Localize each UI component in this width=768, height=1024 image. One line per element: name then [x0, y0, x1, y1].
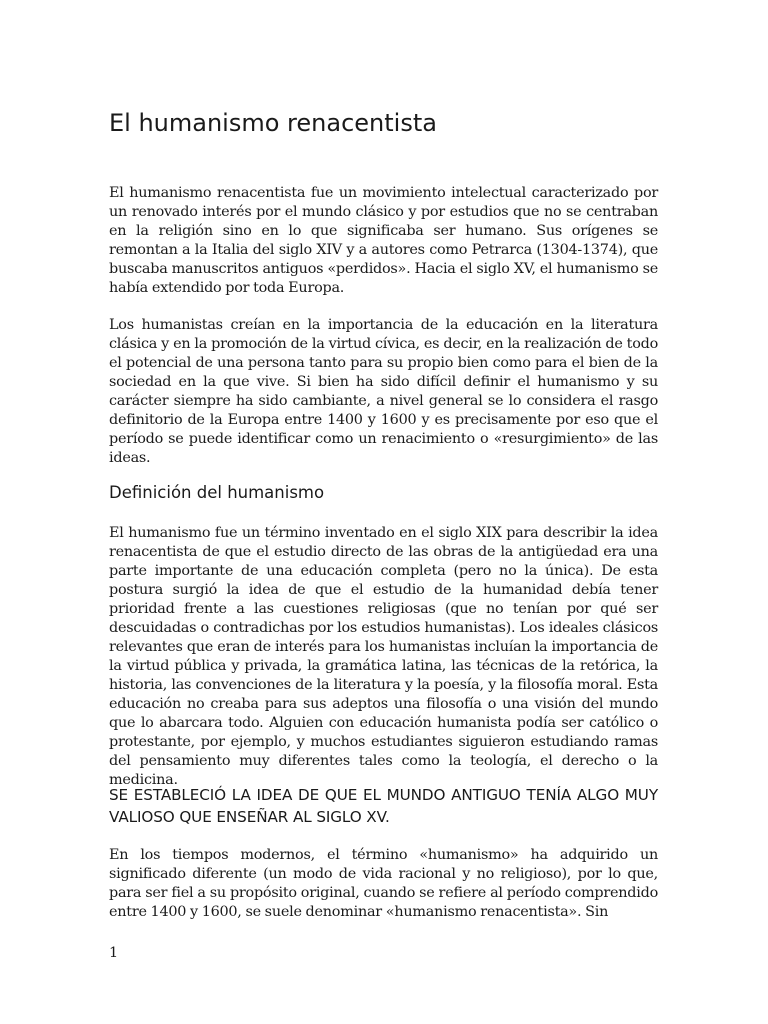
page-number: 1 [109, 945, 119, 961]
document-title: El humanismo renacentista [109, 109, 437, 137]
section-heading-definition: Definición del humanismo [109, 483, 325, 502]
paragraph-modern-times: En los tiempos modernos, el término «humanismo» ha adquirido un significado diferente (un modo de vida racional y no religioso), por lo que, para ser fiel a su propósito original, cuando se refiere al período comprendido entre 1400 y 1600, se suele denominar «humanismo renacentista». Sin [109, 847, 658, 920]
pull-quote: SE ESTABLECIÓ LA IDEA DE QUE EL MUNDO ANTIGUO TENÍA ALGO MUY VALIOSO QUE ENSEÑAR AL SIGLO XV. [109, 786, 658, 826]
paragraph-definition: El humanismo fue un término inventado en el siglo XIX para describir la idea renacentista de que el estudio directo de las obras de la antigüedad era una parte importante de una educación completa (pero no la única). De esta postura surgió la idea de que el estudio de la humanidad debía tener prioridad frente a las cuestiones religiosas (que no tenían por qué ser descuidadas o contradichas por los estudios humanistas). Los ideales clásicos relevantes que eran de interés para los humanistas incluían la importancia de la virtud pública y privada, la gramática latina, las técnicas de la retórica, la historia, las convenciones de la literatura y la poesía, y la filosofía moral. Esta educación no creaba para sus adeptos una filosofía o una visión del mundo que lo abarcara todo. Alguien con educación humanista podía ser católico o protestante, por ejemplo, y muchos estudiantes siguieron estudiando ramas del pensamiento muy diferentes tales como la teología, el derecho o la medicina. [109, 525, 658, 788]
paragraph-humanists: Los humanistas creían en la importancia de la educación en la literatura clásica y en la promoción de la virtud cívica, es decir, en la realización de todo el potencial de una persona tanto para su propio bien como para el bien de la sociedad en la que vive. Si bien ha sido difícil definir el humanismo y su carácter siempre ha sido cambiante, a nivel general se lo considera el rasgo definitorio de la Europa entre 1400 y 1600 y es precisamente por eso que el período se puede identificar como un renacimiento o «resurgimiento» de las ideas. [109, 317, 658, 466]
paragraph-intro: El humanismo renacentista fue un movimiento intelectual caracterizado por un renovado interés por el mundo clásico y por estudios que no se centraban en la religión sino en lo que significaba ser humano. Sus orígenes se remontan a la Italia del siglo XIV y a autores como Petrarca (1304-1374), que buscaba manuscritos antiguos «perdidos». Hacia el siglo XV, el humanismo se había extendido por toda Europa. [109, 185, 658, 296]
